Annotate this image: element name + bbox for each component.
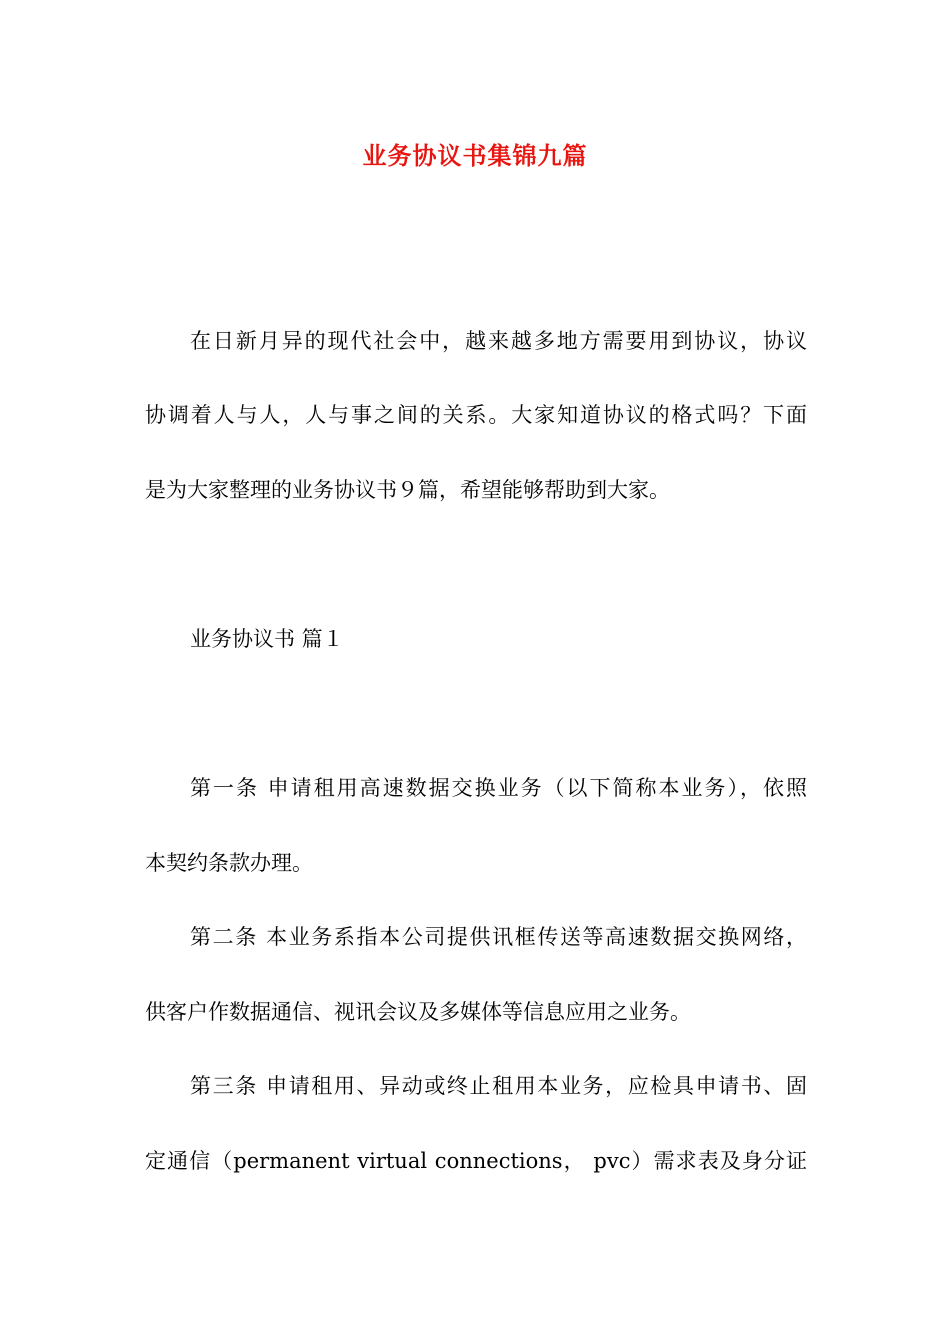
paragraph-line: 本契约条款办理。 bbox=[145, 851, 313, 875]
paragraph-line: 在日新月异的现代社会中，越来越多地方需要用到协议，协议 bbox=[190, 329, 807, 353]
paragraph-line: 第二条 本业务系指本公司提供讯框传送等高速数据交换网络， bbox=[190, 925, 807, 949]
document-title: 业务协议书集锦九篇 bbox=[362, 141, 588, 170]
section-heading: 业务协议书 篇１ bbox=[190, 627, 344, 651]
paragraph-line: 供客户作数据通信、视讯会议及多媒体等信息应用之业务。 bbox=[145, 1000, 691, 1024]
paragraph-line: 协调着人与人，人与事之间的关系。大家知道协议的格式吗？下面 bbox=[145, 403, 807, 427]
paragraph-line: 第三条 申请租用、异动或终止租用本业务，应检具申请书、固 bbox=[190, 1074, 807, 1098]
paragraph-line: 是为大家整理的业务协议书９篇，希望能够帮助到大家。 bbox=[145, 478, 670, 502]
paragraph-line: 定通信（permanent virtual connections， pvc）需求表及身分证 bbox=[145, 1149, 807, 1173]
paragraph-line: 第一条 申请租用高速数据交换业务（以下简称本业务），依照 bbox=[190, 776, 807, 800]
